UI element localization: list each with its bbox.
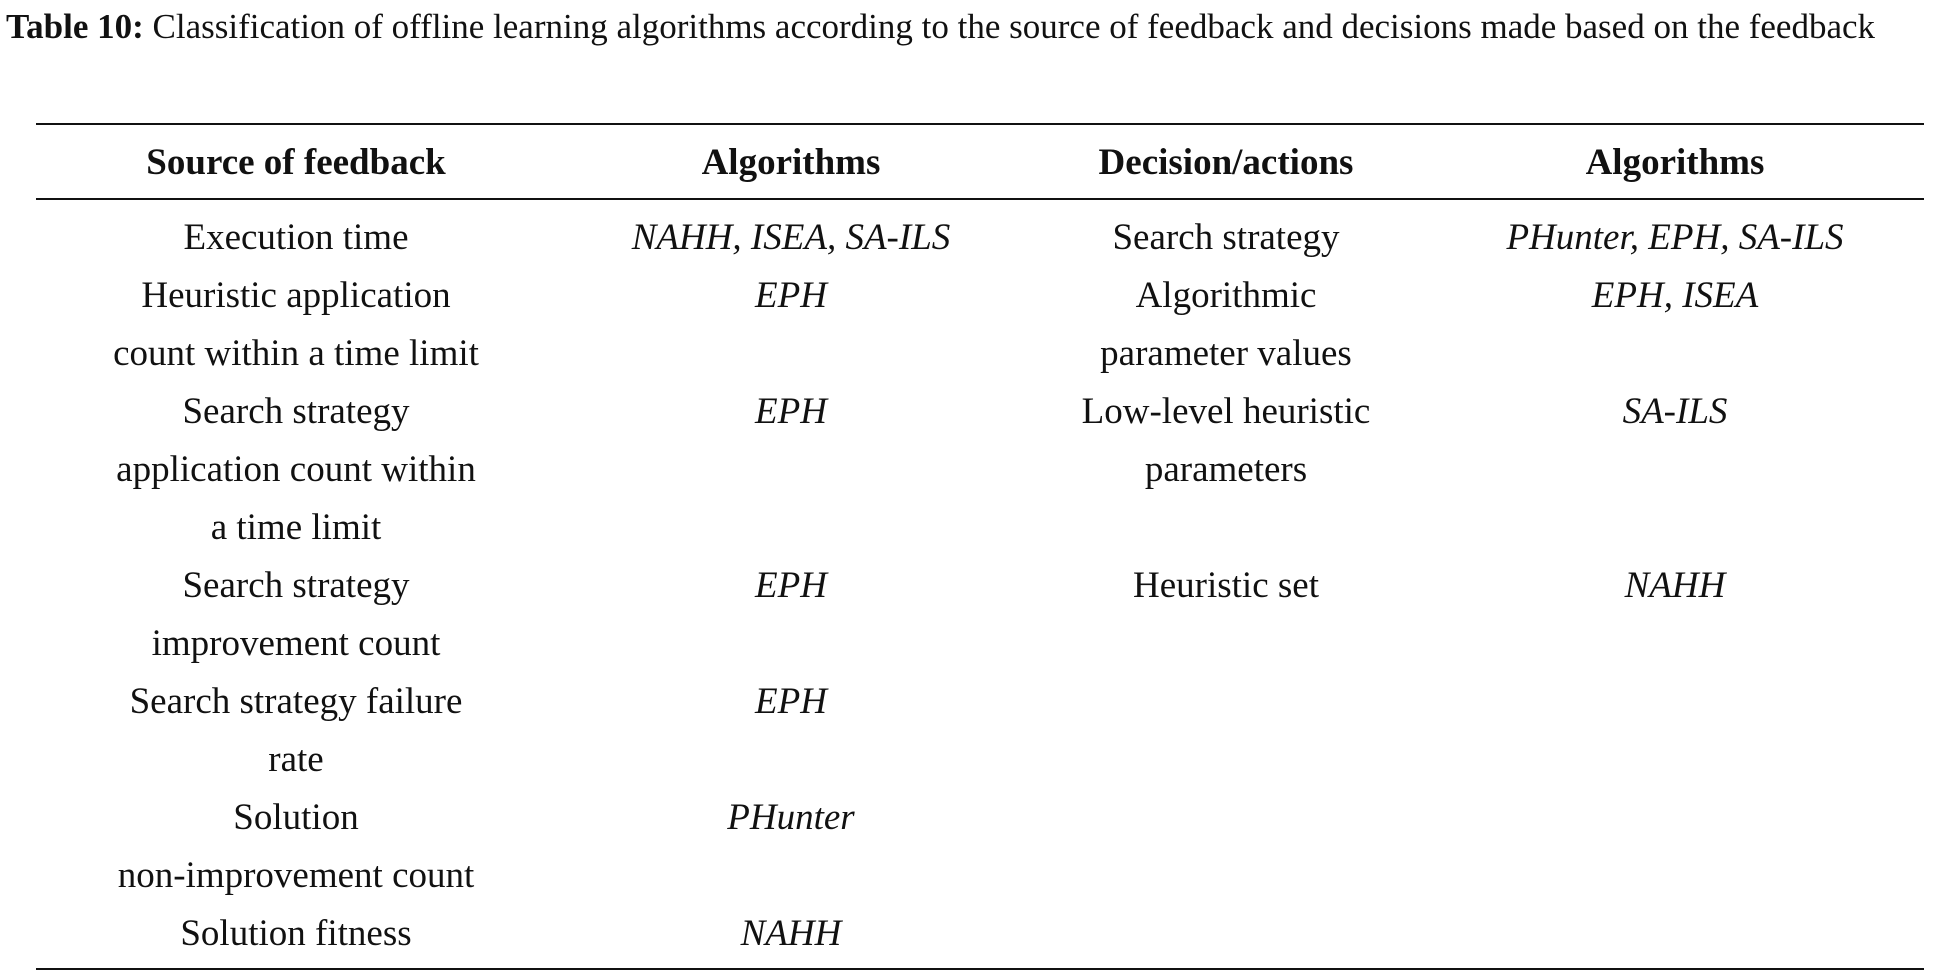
source-cell — [36, 267, 556, 383]
source-cell — [36, 557, 556, 673]
decision-cell — [1026, 209, 1426, 267]
decision-line: parameter values — [1100, 333, 1352, 374]
algorithms-cell: SA-ILS — [1622, 391, 1728, 432]
source-cell — [36, 673, 556, 789]
source-line: Solution — [233, 797, 359, 838]
algorithms-cell: EPH — [755, 391, 827, 432]
algorithms-cell: NAHH — [740, 913, 842, 954]
table-top-rule — [36, 123, 1924, 125]
algorithms-cell: EPH — [755, 565, 827, 606]
source-line: Heuristic application — [141, 275, 451, 316]
header-algorithms-1: Algorithms — [701, 142, 881, 183]
table-header-rule — [36, 198, 1924, 200]
header-decision-actions: Decision/actions — [1098, 142, 1354, 183]
algorithms-cell: NAHH — [1624, 565, 1726, 606]
decision-line: Heuristic set — [1133, 565, 1319, 606]
caption-label: Table 10: — [6, 7, 144, 46]
decision-line: Low-level heuristic — [1081, 391, 1371, 432]
algorithms-cell: PHunter — [727, 797, 855, 838]
source-line: count within a time limit — [113, 333, 479, 374]
header-algorithms-2: Algorithms — [1585, 142, 1765, 183]
source-line: Execution time — [183, 217, 409, 258]
source-cell — [36, 905, 556, 963]
source-line: non-improvement count — [117, 855, 475, 896]
source-line: Search strategy failure — [129, 681, 463, 722]
source-line: Search strategy — [182, 565, 410, 606]
source-line: Solution fitness — [180, 913, 412, 954]
table-bottom-rule — [36, 968, 1924, 970]
source-line: rate — [268, 739, 324, 780]
algorithms-cell: EPH, ISEA — [1591, 275, 1759, 316]
algorithms-cell: EPH — [755, 681, 827, 722]
source-cell — [36, 383, 556, 557]
source-line: application count within — [116, 449, 476, 490]
source-line: a time limit — [210, 507, 382, 548]
decision-line: Search strategy — [1112, 217, 1340, 258]
decision-line: parameters — [1144, 449, 1308, 490]
decision-cell — [1026, 383, 1426, 499]
source-cell — [36, 789, 556, 905]
table-caption — [6, 2, 1952, 51]
caption-text: Classification of offline learning algorithms according to the source of feedback and decisions made based on the feedback — [143, 7, 1876, 46]
algorithms-cell: EPH — [755, 275, 827, 316]
algorithms-cell: PHunter, EPH, SA-ILS — [1506, 217, 1844, 258]
decision-cell — [1026, 557, 1426, 615]
header-source-of-feedback: Source of feedback — [146, 142, 446, 183]
decision-line: Algorithmic — [1135, 275, 1317, 316]
source-line: Search strategy — [182, 391, 410, 432]
decision-cell — [1026, 267, 1426, 383]
algorithms-cell: NAHH, ISEA, SA-ILS — [631, 217, 951, 258]
source-cell — [36, 209, 556, 267]
source-line: improvement count — [151, 623, 441, 664]
